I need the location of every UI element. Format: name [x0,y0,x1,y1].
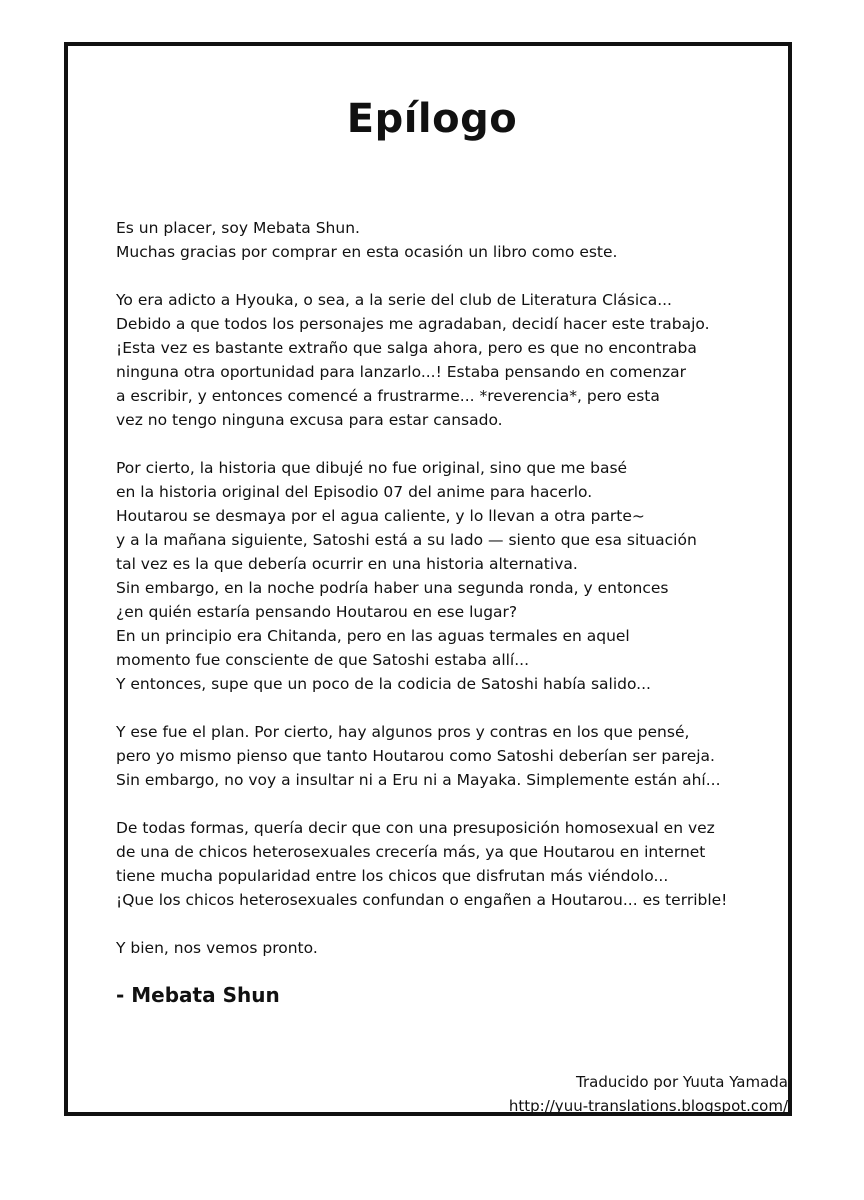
paragraph-story [116,456,776,696]
text-line: Houtarou se desmaya por el agua caliente, y lo llevan a otra parte~ [116,507,645,525]
paragraph-motivation [116,288,776,432]
paragraph-farewell [116,936,776,960]
paragraph-plan [116,720,776,792]
text-line: ninguna otra oportunidad para lanzarlo...! Estaba pensando en comenzar [116,363,687,381]
text-line: En un principio era Chitanda, pero en las aguas termales en aquel [116,627,630,645]
text-line: ¿en quién estaría pensando Houtarou en ese lugar? [116,603,518,621]
paragraph-conclusion [116,816,776,912]
text-line: ¡Que los chicos heterosexuales confundan o engañen a Houtarou... es terrible! [116,891,728,909]
text-line: de una de chicos heterosexuales crecería más, ya que Houtarou en internet [116,843,706,861]
author-signature: - Mebata Shun [116,983,280,1007]
text-line: tiene mucha popularidad entre los chicos que disfrutan más viéndolo... [116,867,669,885]
text-line: en la historia original del Episodio 07 del anime para hacerlo. [116,483,593,501]
translator-url: http://yuu-translations.blogspot.com/ [508,1097,788,1115]
text-line: Es un placer, soy Mebata Shun. [116,219,360,237]
text-line: a escribir, y entonces comencé a frustrarme... *reverencia*, pero esta [116,387,660,405]
text-line: momento fue consciente de que Satoshi estaba allí... [116,651,530,669]
text-line: Sin embargo, no voy a insultar ni a Eru ni a Mayaka. Simplemente están ahí... [116,771,721,789]
text-line: De todas formas, quería decir que con una presuposición homosexual en vez [116,819,715,837]
text-line: y a la mañana siguiente, Satoshi está a su lado — siento que esa situación [116,531,697,549]
text-line: tal vez es la que debería ocurrir en una historia alternativa. [116,555,578,573]
text-line: Por cierto, la historia que dibujé no fue original, sino que me basé [116,459,628,477]
text-line: ¡Esta vez es bastante extraño que salga ahora, pero es que no encontraba [116,339,697,357]
text-line: vez no tengo ninguna excusa para estar cansado. [116,411,503,429]
text-line: Y bien, nos vemos pronto. [116,939,318,957]
paragraph-greeting [116,216,776,264]
text-line: Yo era adicto a Hyouka, o sea, a la serie del club de Literatura Clásica... [116,291,672,309]
epilogue-body [116,216,776,1010]
text-line: Sin embargo, en la noche podría haber una segunda ronda, y entonces [116,579,669,597]
text-line: Debido a que todos los personajes me agradaban, decidí hacer este trabajo. [116,315,710,333]
text-line: Y ese fue el plan. Por cierto, hay algunos pros y contras en los que pensé, [116,723,690,741]
page-title: Epílogo [346,96,518,142]
text-line: pero yo mismo pienso que tanto Houtarou como Satoshi deberían ser pareja. [116,747,715,765]
text-line: Muchas gracias por comprar en esta ocasión un libro como este. [116,243,618,261]
translator-credit: Traducido por Yuuta Yamada [576,1073,788,1091]
translation-credits [509,1070,788,1118]
text-line: Y entonces, supe que un poco de la codicia de Satoshi había salido... [116,675,651,693]
